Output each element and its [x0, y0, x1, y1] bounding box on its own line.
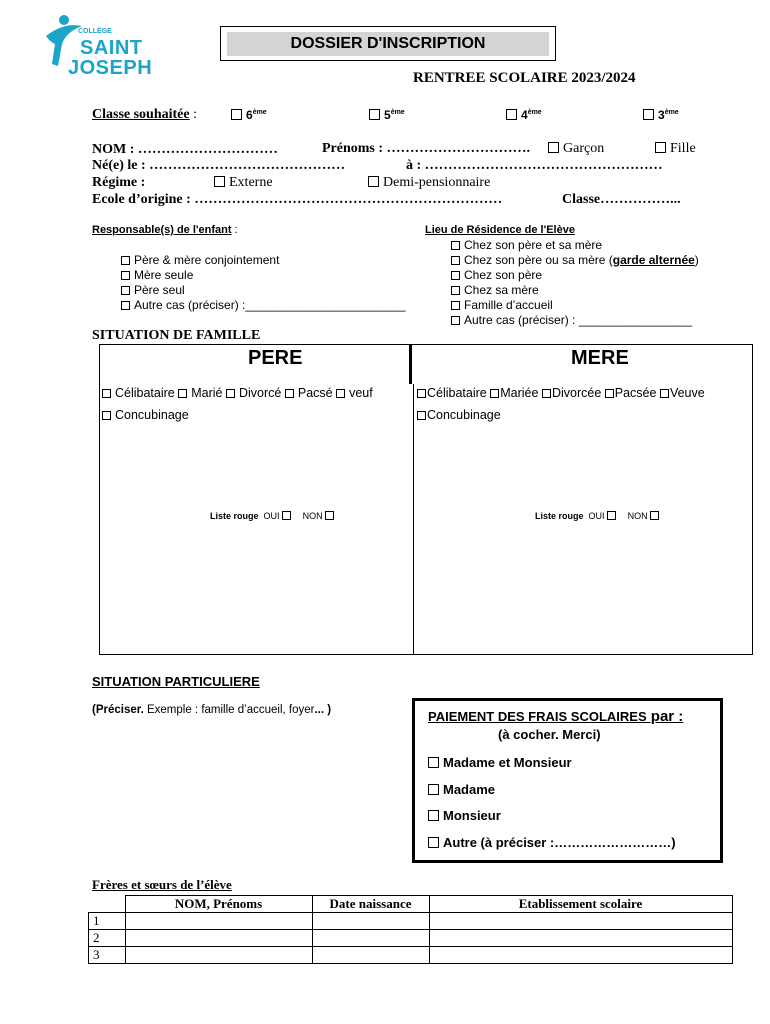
paiement-option[interactable] — [428, 755, 572, 770]
label: Monsieur — [443, 808, 501, 823]
classe-origine-field[interactable]: Classe……………... — [562, 192, 681, 207]
label: Mère seule — [134, 268, 194, 282]
fille-option[interactable] — [655, 141, 696, 157]
checkbox-icon[interactable] — [451, 271, 460, 280]
checkbox-icon[interactable] — [548, 142, 559, 153]
status-option[interactable] — [336, 386, 373, 400]
paiement-title: PAIEMENT DES FRAIS SCOLAIRES — [428, 709, 647, 724]
responsable-title: Responsable(s) de l'enfant — [92, 224, 232, 236]
checkbox-icon[interactable] — [285, 389, 294, 398]
pere-liste-rouge — [210, 511, 338, 521]
classe-option-5[interactable] — [369, 108, 405, 122]
status-option[interactable] — [542, 386, 601, 400]
checkbox-icon[interactable] — [655, 142, 666, 153]
checkbox-icon[interactable] — [428, 757, 439, 768]
responsable-title-row — [92, 224, 238, 236]
table-cell[interactable] — [312, 913, 429, 930]
label: Autre cas (préciser) :________________________ — [134, 298, 406, 312]
pere-heading: PERE — [248, 347, 303, 369]
responsable-item[interactable] — [121, 283, 406, 298]
famille-divider — [409, 344, 412, 384]
liste-rouge-label: Liste rouge — [535, 511, 584, 521]
label: Concubinage — [115, 408, 189, 422]
title-box — [220, 26, 556, 61]
label: Concubinage — [427, 408, 501, 422]
table-row — [89, 930, 733, 947]
classe-label-row — [92, 107, 197, 123]
label: Père & mère conjointement — [134, 253, 280, 267]
colon: : — [231, 224, 238, 236]
freres-title: Frères et sœurs de l’élève — [92, 877, 232, 892]
checkbox-icon[interactable] — [417, 411, 426, 420]
label: Autre cas (préciser) : _________________ — [464, 313, 693, 327]
checkbox-icon[interactable] — [650, 511, 659, 520]
checkbox-icon[interactable] — [451, 316, 460, 325]
logo-joseph: JOSEPH — [68, 57, 153, 79]
fille-label: Fille — [670, 141, 696, 156]
paiement-par: par : — [646, 708, 684, 725]
residence-item[interactable] — [451, 268, 699, 283]
freres-table — [88, 895, 733, 964]
table-cell[interactable] — [429, 947, 732, 964]
famille-divider-thin — [413, 384, 414, 655]
checkbox-icon[interactable] — [226, 389, 235, 398]
checkbox-icon[interactable] — [369, 109, 380, 120]
label: Pacsé — [297, 386, 333, 400]
checkbox-icon[interactable] — [451, 301, 460, 310]
table-cell[interactable] — [125, 913, 312, 930]
pere-concubinage[interactable] — [102, 408, 189, 422]
label: Madame — [443, 782, 496, 797]
regime-label: Régime : — [92, 175, 146, 190]
garcon-label: Garçon — [563, 141, 605, 156]
label: Mariée — [500, 386, 539, 400]
paren: ) — [694, 253, 699, 267]
classe-colon: : — [189, 107, 198, 122]
logo-saint: SAINT — [80, 37, 143, 59]
table-header: Etablissement scolaire — [429, 896, 732, 913]
preciser: (Préciser. — [92, 704, 144, 716]
checkbox-icon[interactable] — [428, 810, 439, 821]
checkbox-icon[interactable] — [368, 176, 379, 187]
checkbox-icon[interactable] — [607, 511, 616, 520]
status-option[interactable] — [285, 386, 333, 400]
table-cell[interactable] — [429, 930, 732, 947]
garde-alternee: garde alternée — [612, 253, 695, 267]
responsable-item[interactable] — [121, 268, 406, 283]
responsable-list — [121, 253, 406, 313]
checkbox-icon[interactable] — [451, 286, 460, 295]
mere-heading: MERE — [571, 347, 629, 369]
checkbox-icon[interactable] — [605, 389, 614, 398]
famille-title: SITUATION DE FAMILLE — [92, 328, 261, 343]
status-option[interactable] — [417, 386, 487, 400]
table-cell[interactable] — [312, 947, 429, 964]
checkbox-icon[interactable] — [490, 389, 499, 398]
checkbox-icon[interactable] — [121, 301, 130, 310]
end: ... ) — [314, 704, 332, 716]
paiement-option[interactable] — [428, 808, 501, 823]
label: Pacsée — [614, 386, 657, 400]
sup: ème — [252, 109, 267, 116]
table-header: NOM, Prénoms — [125, 896, 312, 913]
table-header-row — [89, 896, 733, 913]
status-option[interactable] — [102, 386, 175, 400]
classe-option-6[interactable] — [231, 108, 267, 122]
label: Célibataire — [115, 386, 175, 400]
label: Marié — [191, 386, 223, 400]
classe-option-4[interactable] — [506, 108, 542, 122]
table-row — [89, 947, 733, 964]
label: veuf — [349, 386, 373, 400]
residence-item[interactable] — [451, 283, 699, 298]
logo-small: COLLÈGE — [78, 28, 112, 35]
nom-field[interactable]: NOM : ………………………… — [92, 142, 278, 157]
ecole-field[interactable]: Ecole d’origine : ………………………………………………………… — [92, 192, 503, 207]
classe-option-3[interactable] — [643, 108, 679, 122]
particuliere-title: SITUATION PARTICULIERE — [92, 674, 260, 689]
checkbox-icon[interactable] — [325, 511, 334, 520]
classe-label: Classe souhaitée — [92, 107, 190, 122]
checkbox-icon[interactable] — [121, 271, 130, 280]
checkbox-icon[interactable] — [428, 784, 439, 795]
label: Madame et Monsieur — [443, 755, 572, 770]
non-label: NON — [627, 511, 648, 521]
label: Chez son père et sa mère — [464, 238, 603, 252]
residence-item[interactable] — [451, 253, 699, 268]
logo — [42, 12, 167, 84]
residence-title: Lieu de Résidence de l'Elève — [425, 224, 575, 236]
checkbox-icon[interactable] — [451, 256, 460, 265]
label: Célibataire — [427, 386, 487, 400]
checkbox-icon[interactable] — [336, 389, 345, 398]
school-year: RENTREE SCOLAIRE 2023/2024 — [413, 70, 636, 86]
status-option[interactable] — [490, 386, 538, 400]
status-option[interactable] — [178, 386, 222, 400]
classe-5: 5 — [384, 108, 391, 122]
sup: ème — [390, 109, 405, 116]
oui-label: OUI — [263, 511, 280, 521]
label: Chez son père — [464, 268, 543, 282]
label: Autre (à préciser :………………………) — [443, 835, 676, 850]
row-number: 3 — [89, 947, 126, 964]
checkbox-icon[interactable] — [214, 176, 225, 187]
checkbox-icon[interactable] — [542, 389, 551, 398]
checkbox-icon[interactable] — [282, 511, 291, 520]
row-number: 2 — [89, 930, 126, 947]
checkbox-icon[interactable] — [102, 411, 111, 420]
sup: ème — [664, 109, 679, 116]
row-number: 1 — [89, 913, 126, 930]
mere-status-row — [417, 386, 705, 400]
paiement-option[interactable] — [428, 835, 676, 850]
checkbox-icon[interactable] — [451, 241, 460, 250]
checkbox-icon[interactable] — [660, 389, 669, 398]
label: Divorcée — [551, 386, 602, 400]
checkbox-icon[interactable] — [417, 389, 426, 398]
paiement-option[interactable] — [428, 782, 495, 797]
checkbox-icon[interactable] — [178, 389, 187, 398]
checkbox-icon[interactable] — [121, 256, 130, 265]
status-option[interactable] — [660, 386, 705, 400]
label: Divorcé — [239, 386, 282, 400]
residence-item[interactable] — [451, 313, 699, 328]
classe-6: 6 — [246, 108, 253, 122]
label: Famille d’accueil — [464, 298, 553, 312]
table-cell[interactable] — [125, 947, 312, 964]
checkbox-icon[interactable] — [428, 837, 439, 848]
status-option[interactable] — [226, 386, 281, 400]
non-label: NON — [302, 511, 323, 521]
responsable-item[interactable] — [121, 253, 406, 268]
table-cell[interactable] — [125, 930, 312, 947]
checkbox-icon[interactable] — [231, 109, 242, 120]
paiement-note: (à cocher. Merci) — [498, 727, 601, 742]
table-header-empty — [89, 896, 126, 913]
liste-rouge-label: Liste rouge — [210, 511, 259, 521]
garcon-option[interactable] — [548, 141, 604, 157]
label: Père seul — [134, 283, 185, 297]
prenoms-field[interactable]: Prénoms : …………………………. — [322, 141, 531, 156]
pere-status-row — [102, 386, 373, 400]
ne-le-field[interactable]: Né(e) le : …………………………………… — [92, 158, 346, 173]
exemple: Exemple : famille d’accueil, foyer — [143, 704, 315, 716]
sup: ème — [527, 109, 542, 116]
table-header: Date naissance — [312, 896, 429, 913]
table-row — [89, 913, 733, 930]
mere-liste-rouge — [535, 511, 663, 521]
classe-3: 3 — [658, 108, 665, 122]
residence-list — [451, 238, 699, 328]
checkbox-icon[interactable] — [643, 109, 654, 120]
externe-label: Externe — [229, 175, 273, 190]
externe-option[interactable] — [214, 175, 273, 191]
checkbox-icon[interactable] — [121, 286, 130, 295]
label: Chez son père ou sa mère ( — [464, 253, 613, 267]
lieu-naissance-field[interactable]: à : …………………………………………… — [406, 158, 663, 173]
mere-concubinage[interactable] — [417, 408, 501, 422]
responsable-item[interactable] — [121, 298, 406, 313]
status-option[interactable] — [605, 386, 657, 400]
residence-item[interactable] — [451, 238, 699, 253]
table-cell[interactable] — [429, 913, 732, 930]
classe-4: 4 — [521, 108, 528, 122]
table-cell[interactable] — [312, 930, 429, 947]
page-title: DOSSIER D'INSCRIPTION — [290, 35, 486, 52]
demi-label: Demi-pensionnaire — [383, 175, 491, 190]
particuliere-hint — [92, 704, 331, 716]
label: Veuve — [669, 386, 705, 400]
demi-option[interactable] — [368, 175, 490, 191]
checkbox-icon[interactable] — [506, 109, 517, 120]
paiement-title-row — [428, 708, 683, 725]
label: Chez sa mère — [464, 283, 539, 297]
oui-label: OUI — [588, 511, 605, 521]
checkbox-icon[interactable] — [102, 389, 111, 398]
residence-item[interactable] — [451, 298, 699, 313]
